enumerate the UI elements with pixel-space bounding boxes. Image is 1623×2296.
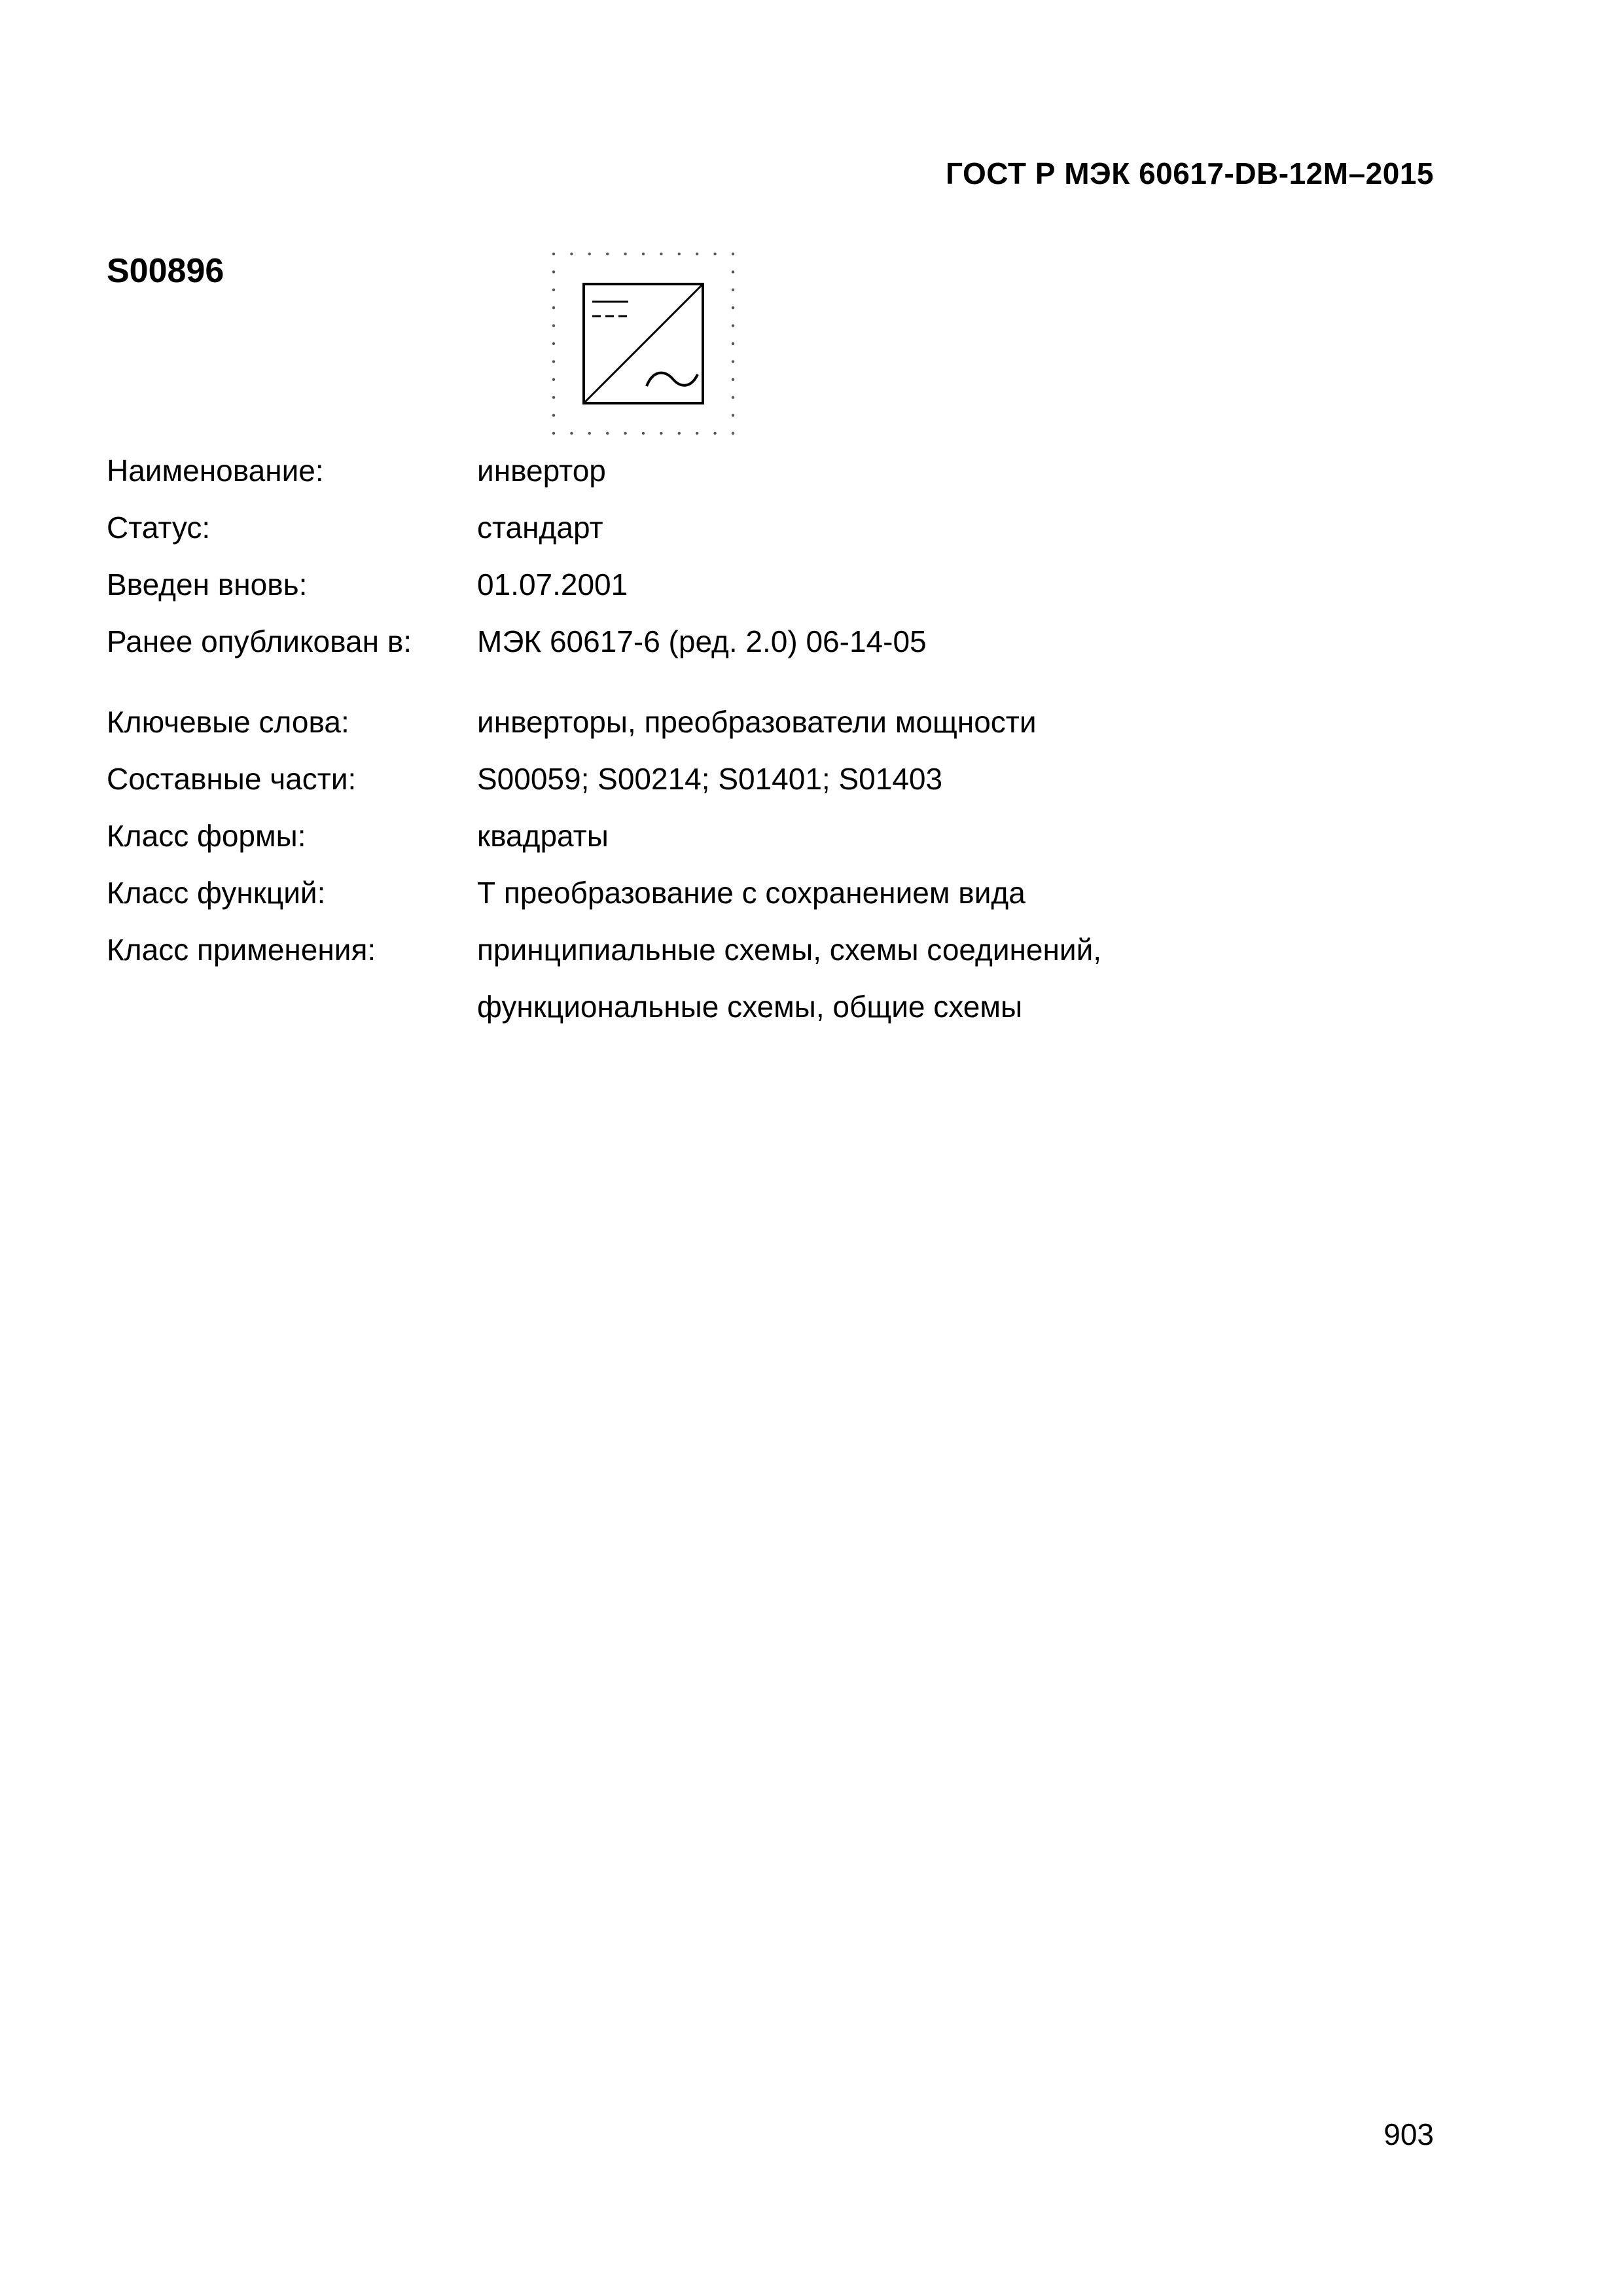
attr-row-status xyxy=(107,499,1416,556)
grid-dot xyxy=(732,289,734,291)
grid-dot xyxy=(732,414,734,416)
attr-label: Класс формы: xyxy=(107,819,306,853)
attr-row-name xyxy=(107,442,1416,499)
grid-dot xyxy=(552,360,555,363)
grid-dot xyxy=(552,432,555,435)
grid-dot xyxy=(552,378,555,381)
grid-dot xyxy=(552,270,555,273)
attr-row-application-class xyxy=(107,922,1416,1035)
grid-dot xyxy=(606,253,609,255)
grid-dot xyxy=(732,432,734,435)
attr-label: Наименование: xyxy=(107,454,324,488)
grid-dot xyxy=(570,253,573,255)
grid-dot xyxy=(660,253,662,255)
grid-dot xyxy=(732,306,734,309)
ac-wave-line xyxy=(647,373,698,386)
grid-dot xyxy=(588,253,591,255)
attr-value: инверторы, преобразователи мощности xyxy=(477,705,1037,739)
attr-value: 01.07.2001 xyxy=(477,567,628,601)
attr-label: Статус: xyxy=(107,511,211,545)
attr-row-published xyxy=(107,613,1416,670)
attr-row-introduced xyxy=(107,556,1416,613)
symbol-id-title: S00896 xyxy=(107,252,224,290)
grid-dot xyxy=(624,432,626,435)
grid-dot xyxy=(713,432,716,435)
attr-value-line: принципиальные схемы, схемы соединений, xyxy=(477,933,1102,967)
grid-dot xyxy=(552,306,555,309)
attr-row-shape-class xyxy=(107,808,1416,865)
attr-label: Ранее опубликован в: xyxy=(107,624,412,658)
attr-value: S00059; S00214; S01401; S01403 xyxy=(477,762,943,796)
attr-value: квадраты xyxy=(477,819,609,853)
grid-dot xyxy=(660,432,662,435)
grid-dot xyxy=(552,253,555,255)
attr-value: стандарт xyxy=(477,511,603,545)
grid-dot xyxy=(696,432,698,435)
page-number: 903 xyxy=(1383,2117,1434,2151)
grid-dot xyxy=(732,342,734,345)
grid-dot xyxy=(588,432,591,435)
grid-dot xyxy=(642,253,645,255)
grid-dot xyxy=(552,289,555,291)
grid-dot xyxy=(678,432,681,435)
attr-row-function-class xyxy=(107,865,1416,922)
attr-value-line: функциональные схемы, общие схемы xyxy=(477,990,1023,1024)
grid-dot xyxy=(732,378,734,381)
grid-dot xyxy=(696,253,698,255)
grid-dot xyxy=(732,324,734,327)
grid-dot xyxy=(606,432,609,435)
symbol-attributes xyxy=(107,442,1416,1035)
grid-dot xyxy=(570,432,573,435)
grid-dot xyxy=(732,253,734,255)
grid-dot xyxy=(732,396,734,399)
grid-dot xyxy=(732,360,734,363)
attr-label: Составные части: xyxy=(107,762,357,796)
grid-dot xyxy=(732,270,734,273)
grid-dot xyxy=(552,324,555,327)
document-standard-header: ГОСТ Р МЭК 60617-DB-12M–2015 xyxy=(946,156,1434,190)
attr-label: Класс применения: xyxy=(107,933,376,967)
grid-dot xyxy=(678,253,681,255)
attr-label: Введен вновь: xyxy=(107,567,308,601)
grid-dot xyxy=(552,396,555,399)
attr-row-parts xyxy=(107,751,1416,808)
attr-row-keywords xyxy=(107,694,1416,751)
grid-dot xyxy=(552,342,555,345)
grid-dot xyxy=(642,432,645,435)
attr-label: Класс функций: xyxy=(107,876,326,910)
attr-value-multiline xyxy=(477,922,1416,1035)
inverter-symbol-icon xyxy=(548,249,738,439)
attr-label: Ключевые слова: xyxy=(107,705,349,739)
grid-dot xyxy=(552,414,555,416)
grid-dot xyxy=(713,253,716,255)
attr-value: МЭК 60617-6 (ред. 2.0) 06-14-05 xyxy=(477,624,927,658)
grid-dot xyxy=(624,253,626,255)
attr-value: Т преобразование с сохранением вида xyxy=(477,876,1026,910)
attr-value: инвертор xyxy=(477,454,606,488)
